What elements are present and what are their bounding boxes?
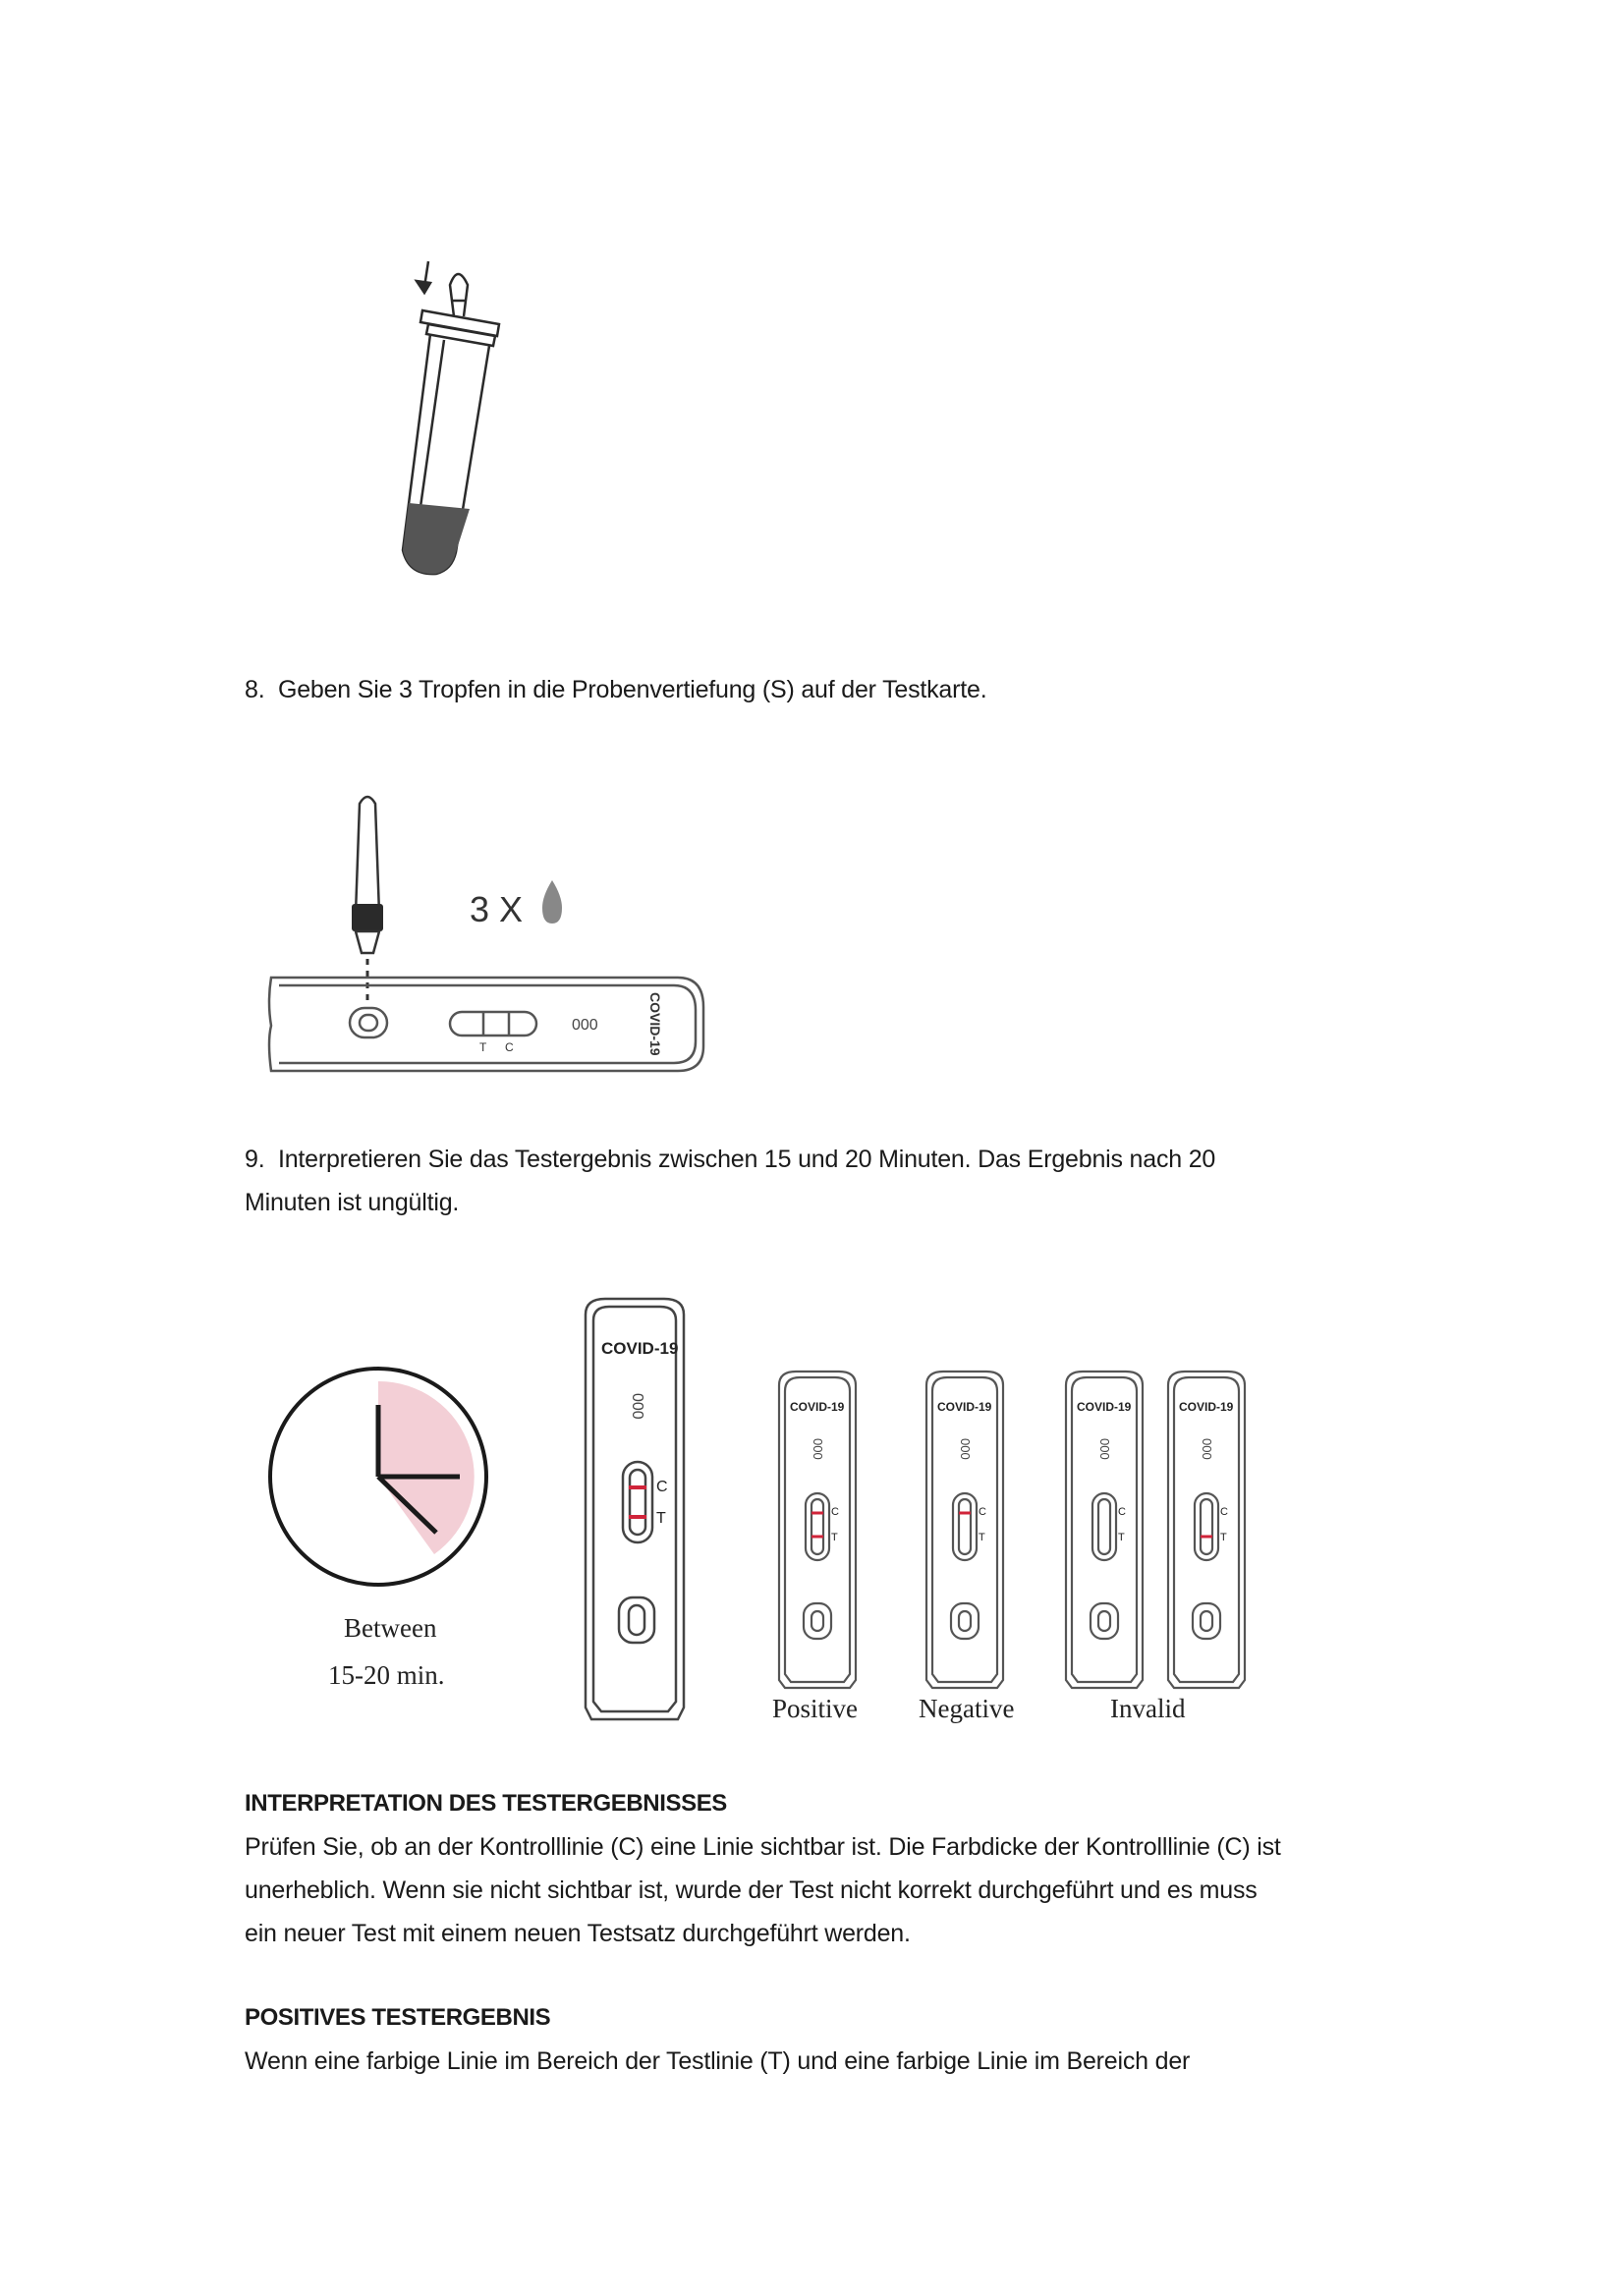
step-8 [245,668,986,711]
test-card [269,978,703,1071]
step-9 [245,1138,1215,1224]
card-brand: COVID-19 [647,992,663,1056]
extraction-tube-illustration [373,246,570,580]
card-dots: 000 [811,1438,825,1460]
dropper-cap [352,904,383,931]
card-marker-c: C [505,1040,514,1054]
step-text: Geben Sie 3 Tropfen in die Probenvertiefung (S) auf der Testkarte. [277,676,987,703]
card-brand: COVID-19 [790,1400,845,1414]
large-test-card [580,1295,698,1727]
label-invalid: Invalid [1110,1694,1186,1723]
large-card-marker-c: C [656,1479,668,1495]
timer-caption-1: Between [344,1613,437,1643]
card-marker-t: T [1118,1532,1125,1543]
large-card-marker-t: T [656,1510,666,1527]
drops-illustration [265,786,737,1081]
card-marker-t: T [1220,1532,1227,1543]
card-marker-c: C [1220,1506,1228,1518]
card-brand: COVID-19 [1179,1400,1234,1414]
card-dots: 000 [958,1438,973,1460]
small-card-invalid-2 [1163,1368,1252,1692]
card-marker-t: T [979,1532,985,1543]
timer-caption-2: 15-20 min. [328,1660,445,1690]
card-outline [779,1372,856,1688]
card-dots: 000 [1200,1438,1214,1460]
card-marker-t: T [479,1040,487,1054]
small-card-negative [922,1368,1010,1692]
timer-clock [267,1366,503,1601]
step-text-line-1: Interpretieren Sie das Testergebnis zwischen 15 und 20 Minuten. Das Ergebnis nach 20 [277,1146,1216,1173]
interpretation-paragraph [245,1825,1281,1955]
interpretation-line-2: unerheblich. Wenn sie nicht sichtbar ist, wurde der Test nicht korrekt durchgeführt und es muss [245,1876,1258,1904]
positive-heading: POSITIVES TESTERGEBNIS [245,2004,551,2031]
positive-paragraph [245,2040,1190,2083]
card-marker-c: C [831,1506,839,1518]
step-text-line-2: Minuten ist ungültig. [245,1189,460,1216]
interpretation-line-3: ein neuer Test mit einem neuen Testsatz durchgeführt werden. [245,1920,911,1947]
step-number: 9. [245,1146,265,1173]
small-card-invalid-1 [1061,1368,1149,1692]
card-dots: 000 [1097,1438,1112,1460]
label-positive: Positive [772,1694,859,1723]
card-brand: COVID-19 [937,1400,992,1414]
step-number: 8. [245,676,265,703]
card-outline [1066,1372,1143,1688]
drops-count-label: 3 X [470,889,524,929]
card-brand: COVID-19 [1077,1400,1132,1414]
card-marker-c: C [1118,1506,1126,1518]
small-card-positive [774,1368,863,1692]
large-card-dots: 000 [629,1393,645,1420]
interpretation-heading: INTERPRETATION DES TESTERGEBNISSES [245,1790,727,1817]
interpretation-line-1: Prüfen Sie, ob an der Kontrolllinie (C) eine Linie sichtbar ist. Die Farbdicke der Kontrolllinie (C) ist [245,1833,1281,1861]
card-dots: 000 [572,1017,598,1034]
label-negative: Negative [919,1694,1015,1723]
card-marker-c: C [979,1506,986,1518]
large-card-brand: COVID-19 [601,1339,679,1358]
positive-line-1: Wenn eine farbige Linie im Bereich der Testlinie (T) und eine farbige Linie im Bereich der [245,2047,1191,2075]
card-outline [926,1372,1003,1688]
card-marker-t: T [831,1532,838,1543]
drop-icon [542,880,562,924]
card-outline [1168,1372,1245,1688]
